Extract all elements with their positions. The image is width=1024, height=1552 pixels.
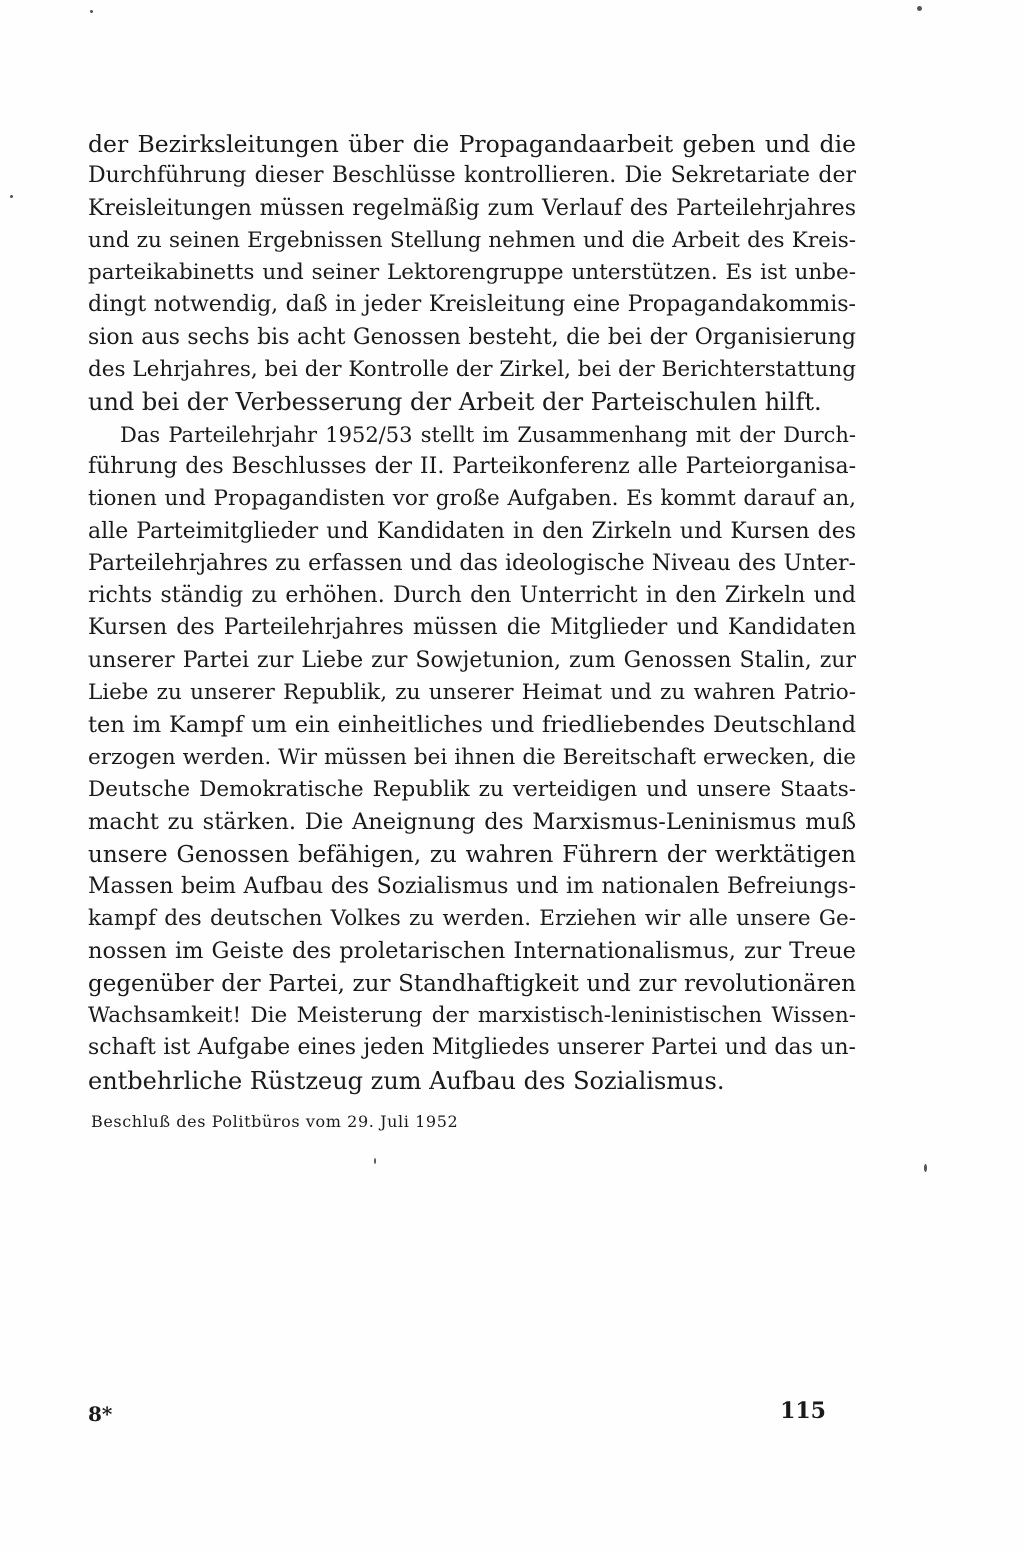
paragraph-line: Deutsche Demokratische Republik zu verteidigen und unsere Staats-	[88, 776, 856, 802]
paragraph-line: parteikabinetts und seiner Lektorengruppe unterstützen. Es ist unbe-	[88, 260, 856, 286]
paragraph-line: Das Parteilehrjahr 1952/53 stellt im Zusammenhang mit der Durch-	[120, 422, 856, 447]
paragraph-line: Kursen des Parteilehrjahres müssen die Mitglieder und Kandidaten	[88, 615, 856, 641]
paragraph-line: schaft ist Aufgabe eines jeden Mitgliedes unserer Partei und das un-	[88, 1035, 856, 1061]
paragraph-line: dingt notwendig, daß in jeder Kreisleitung eine Propagandakommis-	[88, 292, 856, 318]
paragraph-line: unserer Partei zur Liebe zur Sowjetunion, zum Genossen Stalin, zur	[88, 647, 856, 673]
body-text	[88, 128, 856, 1097]
paper-speck	[90, 10, 93, 13]
paragraph-line: führung des Beschlusses der II. Parteikonferenz alle Parteiorganisa-	[88, 453, 856, 479]
paragraph-line: tionen und Propagandisten vor große Aufgaben. Es kommt darauf an,	[88, 486, 856, 512]
paragraph-line: und zu seinen Ergebnissen Stellung nehmen und die Arbeit des Kreis-	[88, 227, 856, 253]
paragraph-line: Kreisleitungen müssen regelmäßig zum Verlauf des Parteilehrjahres	[88, 195, 856, 221]
paragraph-line: nossen im Geiste des proletarischen Internationalismus, zur Treue	[88, 938, 856, 965]
paragraph-line: Durchführung dieser Beschlüsse kontrollieren. Die Sekretariate der	[88, 163, 856, 189]
paragraph-line: unsere Genossen befähigen, zu wahren Führern der werktätigen	[88, 841, 856, 868]
paper-speck	[374, 1158, 376, 1164]
paper-speck	[924, 1164, 927, 1172]
paragraph-line: Wachsamkeit! Die Meisterung der marxistisch-leninistischen Wissen-	[88, 1003, 856, 1029]
paragraph-line: Parteilehrjahres zu erfassen und das ideologische Niveau des Unter-	[88, 550, 856, 576]
paragraph-line: erzogen werden. Wir müssen bei ihnen die Bereitschaft erwecken, die	[88, 744, 856, 770]
source-note: Beschluß des Politbüros vom 29. Juli 1952	[91, 1112, 459, 1131]
page-number: 115	[780, 1398, 826, 1424]
paragraph-line: alle Parteimitglieder und Kandidaten in den Zirkeln und Kursen des	[88, 518, 856, 544]
paper-speck	[917, 6, 922, 11]
paragraph-line: Massen beim Aufbau des Sozialismus und im nationalen Befreiungs-	[88, 873, 856, 899]
paper-speck	[10, 195, 13, 198]
paragraph-line: entbehrliche Rüstzeug zum Aufbau des Sozialismus.	[88, 1066, 725, 1095]
paragraph-line: der Bezirksleitungen über die Propagandaarbeit geben und die	[88, 130, 856, 158]
paragraph-line: des Lehrjahres, bei der Kontrolle der Zirkel, bei der Berichterstattung	[88, 357, 856, 383]
paragraph-line: kampf des deutschen Volkes zu werden. Erziehen wir alle unsere Ge-	[88, 906, 856, 932]
paragraph-line: sion aus sechs bis acht Genossen besteht, die bei der Organisierung	[88, 324, 856, 350]
paragraph-line: ten im Kampf um ein einheitliches und friedliebendes Deutschland	[88, 712, 856, 739]
signature-mark: 8*	[88, 1402, 113, 1426]
paragraph-line: richts ständig zu erhöhen. Durch den Unterricht in den Zirkeln und	[88, 583, 856, 609]
paragraph-line: macht zu stärken. Die Aneignung des Marxismus-Leninismus muß	[88, 809, 856, 836]
paragraph-line: und bei der Verbesserung der Arbeit der Parteischulen hilft.	[88, 388, 822, 417]
paragraph-line: gegenüber der Partei, zur Standhaftigkeit und zur revolutionären	[88, 970, 856, 997]
paragraph-line: Liebe zu unserer Republik, zu unserer Heimat und zu wahren Patrio-	[88, 680, 856, 706]
